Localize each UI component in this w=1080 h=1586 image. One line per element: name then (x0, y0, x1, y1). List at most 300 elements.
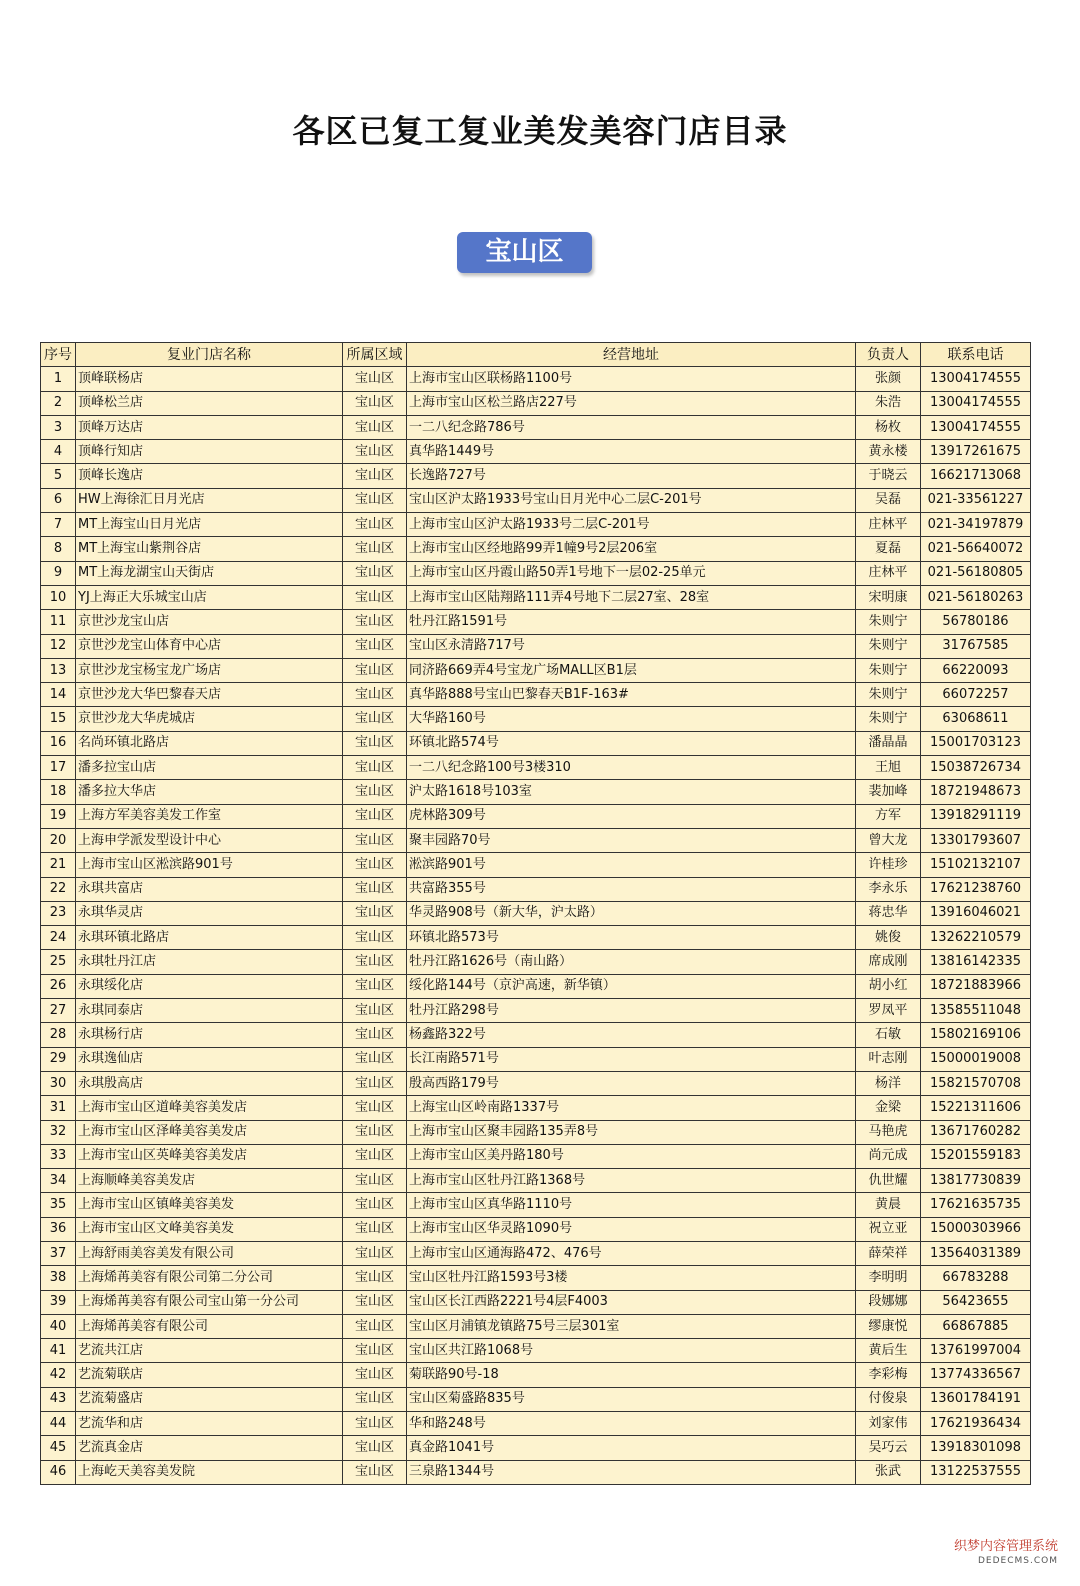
cell-address: 三泉路1344号 (407, 1460, 856, 1484)
table-row (41, 1047, 1031, 1071)
cell-manager: 于晓云 (856, 464, 921, 488)
cell-phone: 63068611 (921, 707, 1031, 731)
cell-phone: 13761997004 (921, 1339, 1031, 1363)
cell-address: 牡丹江路1591号 (407, 610, 856, 634)
cell-store-name: 京世沙龙大华巴黎春天店 (76, 683, 343, 707)
cell-district: 宝山区 (343, 513, 407, 537)
cell-manager: 张武 (856, 1460, 921, 1484)
cell-address: 上海市宝山区美丹路180号 (407, 1144, 856, 1168)
cell-store-name: 顶峰长逸店 (76, 464, 343, 488)
cell-district: 宝山区 (343, 537, 407, 561)
table-row (41, 1266, 1031, 1290)
cell-index: 22 (41, 877, 76, 901)
table-row (41, 780, 1031, 804)
table-row (41, 1144, 1031, 1168)
cell-index: 37 (41, 1241, 76, 1265)
watermark (954, 1540, 1058, 1568)
cell-manager: 罗凤平 (856, 999, 921, 1023)
cell-store-name: 艺流菊盛店 (76, 1387, 343, 1411)
cell-address: 同济路669弄4号宝龙广场MALL区B1层 (407, 658, 856, 682)
table-row (41, 1193, 1031, 1217)
cell-phone: 15038726734 (921, 756, 1031, 780)
cell-phone: 15201559183 (921, 1144, 1031, 1168)
cell-district: 宝山区 (343, 731, 407, 755)
cell-index: 32 (41, 1120, 76, 1144)
cell-manager: 蒋忠华 (856, 901, 921, 925)
cell-address: 上海市宝山区陆翔路111弄4号地下二层27室、28室 (407, 585, 856, 609)
cell-address: 宝山区长江西路2221号4层F4003 (407, 1290, 856, 1314)
cell-phone: 17621635735 (921, 1193, 1031, 1217)
cell-store-name: 上海屹天美容美发院 (76, 1460, 343, 1484)
cell-store-name: MT上海宝山日月光店 (76, 513, 343, 537)
cell-index: 9 (41, 561, 76, 585)
cell-store-name: 上海市宝山区英峰美容美发店 (76, 1144, 343, 1168)
cell-store-name: 顶峰联杨店 (76, 367, 343, 391)
table-row (41, 391, 1031, 415)
cell-index: 38 (41, 1266, 76, 1290)
watermark-title: 织梦内容管理系统 (953, 1539, 1058, 1554)
cell-index: 14 (41, 683, 76, 707)
cell-address: 上海市宝山区华灵路1090号 (407, 1217, 856, 1241)
cell-store-name: 上海市宝山区镇峰美容美发 (76, 1193, 343, 1217)
cell-district: 宝山区 (343, 1193, 407, 1217)
cell-address: 上海市宝山区牡丹江路1368号 (407, 1169, 856, 1193)
cell-district: 宝山区 (343, 1290, 407, 1314)
cell-manager: 祝立亚 (856, 1217, 921, 1241)
cell-index: 34 (41, 1169, 76, 1193)
cell-store-name: 永琪逸仙店 (76, 1047, 343, 1071)
table-row (41, 561, 1031, 585)
table-row (41, 1412, 1031, 1436)
cell-district: 宝山区 (343, 1023, 407, 1047)
cell-index: 40 (41, 1314, 76, 1338)
cell-store-name: 上海市宝山区淞滨路901号 (76, 853, 343, 877)
cell-district: 宝山区 (343, 1387, 407, 1411)
cell-index: 46 (41, 1460, 76, 1484)
cell-address: 共富路355号 (407, 877, 856, 901)
cell-manager: 方军 (856, 804, 921, 828)
cell-index: 43 (41, 1387, 76, 1411)
cell-store-name: 艺流共江店 (76, 1339, 343, 1363)
table-row (41, 1241, 1031, 1265)
cell-phone: 18721948673 (921, 780, 1031, 804)
cell-index: 15 (41, 707, 76, 731)
cell-address: 绥化路144号（京沪高速，新华镇） (407, 974, 856, 998)
cell-manager: 庄林平 (856, 561, 921, 585)
table-row (41, 464, 1031, 488)
cell-district: 宝山区 (343, 1412, 407, 1436)
cell-phone: 56423655 (921, 1290, 1031, 1314)
cell-phone: 021-33561227 (921, 488, 1031, 512)
cell-phone: 13774336567 (921, 1363, 1031, 1387)
table-row (41, 415, 1031, 439)
cell-address: 一二八纪念路100号3楼310 (407, 756, 856, 780)
cell-manager: 石敏 (856, 1023, 921, 1047)
cell-store-name: 上海顺峰美容美发店 (76, 1169, 343, 1193)
table-row (41, 1363, 1031, 1387)
cell-district: 宝山区 (343, 926, 407, 950)
cell-store-name: 京世沙龙宝山店 (76, 610, 343, 634)
cell-index: 12 (41, 634, 76, 658)
cell-store-name: 永琪杨行店 (76, 1023, 343, 1047)
cell-store-name: HW上海徐汇日月光店 (76, 488, 343, 512)
cell-manager: 叶志刚 (856, 1047, 921, 1071)
cell-manager: 付俊泉 (856, 1387, 921, 1411)
cell-manager: 胡小红 (856, 974, 921, 998)
cell-address: 上海市宝山区丹霞山路50弄1号地下一层02-25单元 (407, 561, 856, 585)
table-row (41, 853, 1031, 877)
cell-phone: 18721883966 (921, 974, 1031, 998)
cell-phone: 13916046021 (921, 901, 1031, 925)
table-row (41, 1023, 1031, 1047)
table-row (41, 683, 1031, 707)
cell-store-name: 顶峰行知店 (76, 440, 343, 464)
table-row (41, 999, 1031, 1023)
cell-manager: 王旭 (856, 756, 921, 780)
cell-phone: 13004174555 (921, 367, 1031, 391)
cell-phone: 13122537555 (921, 1460, 1031, 1484)
cell-manager: 黄晨 (856, 1193, 921, 1217)
cell-store-name: 永琪牡丹江店 (76, 950, 343, 974)
cell-store-name: 永琪同泰店 (76, 999, 343, 1023)
table-row (41, 1217, 1031, 1241)
cell-district: 宝山区 (343, 1217, 407, 1241)
cell-phone: 15821570708 (921, 1071, 1031, 1095)
cell-address: 上海市宝山区通海路472、476号 (407, 1241, 856, 1265)
cell-address: 牡丹江路1626号（南山路） (407, 950, 856, 974)
cell-store-name: 上海方军美容美发工作室 (76, 804, 343, 828)
cell-phone: 021-56640072 (921, 537, 1031, 561)
cell-district: 宝山区 (343, 1096, 407, 1120)
table-row (41, 1096, 1031, 1120)
header-phone: 联系电话 (921, 343, 1031, 367)
cell-store-name: 永琪共富店 (76, 877, 343, 901)
cell-phone: 021-56180263 (921, 585, 1031, 609)
cell-manager: 黄永楼 (856, 440, 921, 464)
header-store-name: 复业门店名称 (76, 343, 343, 367)
cell-store-name: 潘多拉大华店 (76, 780, 343, 804)
district-badge: 宝山区 (457, 232, 592, 273)
cell-phone: 13918301098 (921, 1436, 1031, 1460)
cell-district: 宝山区 (343, 415, 407, 439)
cell-manager: 朱则宁 (856, 610, 921, 634)
cell-store-name: 名尚环镇北路店 (76, 731, 343, 755)
cell-phone: 15001703123 (921, 731, 1031, 755)
cell-index: 30 (41, 1071, 76, 1095)
table-row (41, 877, 1031, 901)
cell-address: 环镇北路574号 (407, 731, 856, 755)
cell-phone: 15221311606 (921, 1096, 1031, 1120)
cell-store-name: 永琪殷高店 (76, 1071, 343, 1095)
cell-district: 宝山区 (343, 1120, 407, 1144)
cell-district: 宝山区 (343, 804, 407, 828)
cell-phone: 021-34197879 (921, 513, 1031, 537)
cell-phone: 13918291119 (921, 804, 1031, 828)
cell-district: 宝山区 (343, 610, 407, 634)
cell-store-name: 上海市宝山区泽峰美容美发店 (76, 1120, 343, 1144)
cell-index: 44 (41, 1412, 76, 1436)
cell-district: 宝山区 (343, 828, 407, 852)
table-row (41, 1314, 1031, 1338)
cell-manager: 夏磊 (856, 537, 921, 561)
cell-index: 39 (41, 1290, 76, 1314)
cell-district: 宝山区 (343, 391, 407, 415)
cell-store-name: MT上海龙湖宝山天街店 (76, 561, 343, 585)
cell-store-name: 艺流真金店 (76, 1436, 343, 1460)
cell-district: 宝山区 (343, 756, 407, 780)
cell-manager: 吴磊 (856, 488, 921, 512)
cell-manager: 朱则宁 (856, 658, 921, 682)
cell-manager: 朱则宁 (856, 683, 921, 707)
cell-manager: 缪康悦 (856, 1314, 921, 1338)
cell-index: 17 (41, 756, 76, 780)
cell-district: 宝山区 (343, 999, 407, 1023)
cell-index: 35 (41, 1193, 76, 1217)
cell-address: 上海市宝山区联杨路1100号 (407, 367, 856, 391)
cell-manager: 黄后生 (856, 1339, 921, 1363)
cell-phone: 13671760282 (921, 1120, 1031, 1144)
cell-district: 宝山区 (343, 658, 407, 682)
cell-store-name: 上海烯苒美容有限公司宝山第一分公司 (76, 1290, 343, 1314)
watermark-url: DEDECMS.COM (978, 1556, 1058, 1566)
cell-address: 淞滨路901号 (407, 853, 856, 877)
cell-manager: 杨枚 (856, 415, 921, 439)
cell-district: 宝山区 (343, 1071, 407, 1095)
cell-manager: 刘家伟 (856, 1412, 921, 1436)
cell-address: 杨鑫路322号 (407, 1023, 856, 1047)
cell-manager: 朱则宁 (856, 707, 921, 731)
cell-index: 27 (41, 999, 76, 1023)
cell-manager: 杨洋 (856, 1071, 921, 1095)
table-row (41, 634, 1031, 658)
cell-index: 10 (41, 585, 76, 609)
cell-address: 一二八纪念路786号 (407, 415, 856, 439)
cell-phone: 66867885 (921, 1314, 1031, 1338)
cell-index: 29 (41, 1047, 76, 1071)
cell-manager: 李彩梅 (856, 1363, 921, 1387)
cell-address: 长逸路727号 (407, 464, 856, 488)
cell-district: 宝山区 (343, 780, 407, 804)
cell-store-name: 上海申学派发型设计中心 (76, 828, 343, 852)
cell-manager: 裴加峰 (856, 780, 921, 804)
table-row (41, 926, 1031, 950)
cell-address: 牡丹江路298号 (407, 999, 856, 1023)
cell-phone: 13585511048 (921, 999, 1031, 1023)
cell-phone: 17621936434 (921, 1412, 1031, 1436)
cell-manager: 李明明 (856, 1266, 921, 1290)
cell-index: 8 (41, 537, 76, 561)
table-row (41, 1339, 1031, 1363)
table-row (41, 707, 1031, 731)
cell-index: 7 (41, 513, 76, 537)
cell-phone: 31767585 (921, 634, 1031, 658)
table-row (41, 440, 1031, 464)
table-row (41, 901, 1031, 925)
cell-district: 宝山区 (343, 1363, 407, 1387)
cell-phone: 15000303966 (921, 1217, 1031, 1241)
cell-phone: 13262210579 (921, 926, 1031, 950)
cell-address: 上海市宝山区松兰路店227号 (407, 391, 856, 415)
cell-address: 聚丰园路70号 (407, 828, 856, 852)
table-row (41, 828, 1031, 852)
cell-district: 宝山区 (343, 585, 407, 609)
cell-manager: 金梁 (856, 1096, 921, 1120)
cell-phone: 15000019008 (921, 1047, 1031, 1071)
cell-index: 31 (41, 1096, 76, 1120)
cell-store-name: 永琪华灵店 (76, 901, 343, 925)
cell-store-name: 京世沙龙宝杨宝龙广场店 (76, 658, 343, 682)
cell-district: 宝山区 (343, 440, 407, 464)
table-row (41, 513, 1031, 537)
cell-address: 真金路1041号 (407, 1436, 856, 1460)
cell-index: 4 (41, 440, 76, 464)
table-row (41, 1169, 1031, 1193)
cell-address: 环镇北路573号 (407, 926, 856, 950)
cell-index: 33 (41, 1144, 76, 1168)
table-row (41, 1460, 1031, 1484)
table-row (41, 950, 1031, 974)
table-row (41, 756, 1031, 780)
cell-address: 宝山区菊盛路835号 (407, 1387, 856, 1411)
cell-index: 3 (41, 415, 76, 439)
cell-manager: 庄林平 (856, 513, 921, 537)
cell-address: 大华路160号 (407, 707, 856, 731)
cell-store-name: 艺流菊联店 (76, 1363, 343, 1387)
table-row (41, 1120, 1031, 1144)
cell-address: 宝山区牡丹江路1593号3楼 (407, 1266, 856, 1290)
cell-address: 上海宝山区岭南路1337号 (407, 1096, 856, 1120)
cell-phone: 13601784191 (921, 1387, 1031, 1411)
header-address: 经营地址 (407, 343, 856, 367)
cell-district: 宝山区 (343, 1169, 407, 1193)
table-body (41, 367, 1031, 1485)
cell-phone: 66072257 (921, 683, 1031, 707)
cell-address: 真华路888号宝山巴黎春天B1F-163# (407, 683, 856, 707)
cell-phone: 13917261675 (921, 440, 1031, 464)
cell-address: 宝山区沪太路1933号宝山日月光中心二层C-201号 (407, 488, 856, 512)
table-row (41, 1290, 1031, 1314)
cell-index: 16 (41, 731, 76, 755)
cell-address: 华和路248号 (407, 1412, 856, 1436)
cell-district: 宝山区 (343, 853, 407, 877)
page-title: 各区已复工复业美发美容门店目录 (292, 112, 788, 150)
header-manager: 负责人 (856, 343, 921, 367)
cell-phone: 13817730839 (921, 1169, 1031, 1193)
cell-district: 宝山区 (343, 683, 407, 707)
table-row (41, 1387, 1031, 1411)
cell-address: 上海市宝山区沪太路1933号二层C-201号 (407, 513, 856, 537)
cell-phone: 13564031389 (921, 1241, 1031, 1265)
cell-phone: 13004174555 (921, 391, 1031, 415)
cell-index: 41 (41, 1339, 76, 1363)
cell-store-name: 顶峰万达店 (76, 415, 343, 439)
table-header-row (41, 343, 1031, 367)
cell-phone: 13004174555 (921, 415, 1031, 439)
header-index: 序号 (41, 343, 76, 367)
cell-district: 宝山区 (343, 901, 407, 925)
cell-index: 42 (41, 1363, 76, 1387)
table-row (41, 585, 1031, 609)
cell-store-name: 上海市宝山区道峰美容美发店 (76, 1096, 343, 1120)
cell-store-name: 上海烯苒美容有限公司第二分公司 (76, 1266, 343, 1290)
cell-district: 宝山区 (343, 1460, 407, 1484)
cell-index: 25 (41, 950, 76, 974)
cell-address: 宝山区月浦镇龙镇路75号三层301室 (407, 1314, 856, 1338)
cell-index: 24 (41, 926, 76, 950)
cell-index: 28 (41, 1023, 76, 1047)
cell-phone: 15802169106 (921, 1023, 1031, 1047)
cell-store-name: 京世沙龙大华虎城店 (76, 707, 343, 731)
cell-address: 长江南路571号 (407, 1047, 856, 1071)
table-row (41, 610, 1031, 634)
cell-index: 23 (41, 901, 76, 925)
cell-manager: 许桂珍 (856, 853, 921, 877)
cell-manager: 朱则宁 (856, 634, 921, 658)
table-row (41, 804, 1031, 828)
cell-manager: 马艳虎 (856, 1120, 921, 1144)
cell-index: 26 (41, 974, 76, 998)
store-table (40, 342, 1031, 1485)
cell-store-name: 上海烯苒美容有限公司 (76, 1314, 343, 1338)
cell-address: 华灵路908号（新大华，沪太路） (407, 901, 856, 925)
cell-district: 宝山区 (343, 707, 407, 731)
cell-store-name: 京世沙龙宝山体育中心店 (76, 634, 343, 658)
cell-store-name: YJ上海正大乐城宝山店 (76, 585, 343, 609)
cell-store-name: MT上海宝山紫荆谷店 (76, 537, 343, 561)
cell-store-name: 永琪绥化店 (76, 974, 343, 998)
cell-phone: 13301793607 (921, 828, 1031, 852)
table-row (41, 1436, 1031, 1460)
cell-district: 宝山区 (343, 1436, 407, 1460)
table-row (41, 367, 1031, 391)
cell-index: 13 (41, 658, 76, 682)
cell-district: 宝山区 (343, 1144, 407, 1168)
cell-store-name: 艺流华和店 (76, 1412, 343, 1436)
cell-district: 宝山区 (343, 974, 407, 998)
cell-district: 宝山区 (343, 561, 407, 585)
cell-manager: 潘晶晶 (856, 731, 921, 755)
cell-district: 宝山区 (343, 1339, 407, 1363)
cell-index: 19 (41, 804, 76, 828)
cell-manager: 朱浩 (856, 391, 921, 415)
cell-index: 45 (41, 1436, 76, 1460)
cell-manager: 曾大龙 (856, 828, 921, 852)
cell-address: 虎林路309号 (407, 804, 856, 828)
cell-manager: 张颜 (856, 367, 921, 391)
cell-address: 宝山区永清路717号 (407, 634, 856, 658)
cell-district: 宝山区 (343, 950, 407, 974)
cell-address: 上海市宝山区经地路99弄1幢9号2层206室 (407, 537, 856, 561)
cell-phone: 15102132107 (921, 853, 1031, 877)
cell-district: 宝山区 (343, 488, 407, 512)
cell-address: 沪太路1618号103室 (407, 780, 856, 804)
cell-phone: 021-56180805 (921, 561, 1031, 585)
cell-address: 上海市宝山区聚丰园路135弄8号 (407, 1120, 856, 1144)
cell-district: 宝山区 (343, 1241, 407, 1265)
cell-manager: 李永乐 (856, 877, 921, 901)
cell-phone: 17621238760 (921, 877, 1031, 901)
cell-district: 宝山区 (343, 877, 407, 901)
cell-district: 宝山区 (343, 1314, 407, 1338)
cell-district: 宝山区 (343, 1047, 407, 1071)
cell-store-name: 上海舒雨美容美发有限公司 (76, 1241, 343, 1265)
cell-store-name: 潘多拉宝山店 (76, 756, 343, 780)
cell-store-name: 顶峰松兰店 (76, 391, 343, 415)
cell-phone: 16621713068 (921, 464, 1031, 488)
cell-index: 5 (41, 464, 76, 488)
cell-address: 菊联路90号-18 (407, 1363, 856, 1387)
cell-manager: 薛荣祥 (856, 1241, 921, 1265)
